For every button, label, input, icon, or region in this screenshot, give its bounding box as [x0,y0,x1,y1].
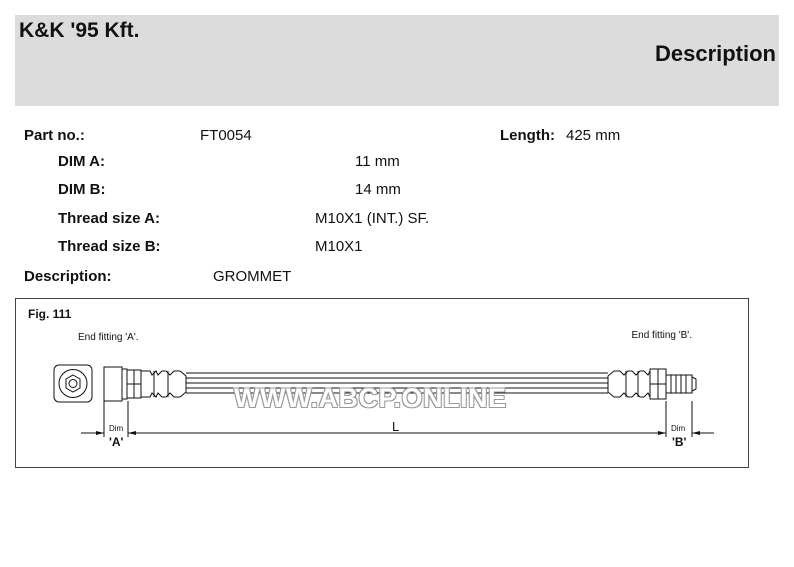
length-symbol: L [392,419,400,434]
dim-b-value: 14 mm [355,181,401,198]
figure-title: Fig. 111 [28,307,72,321]
dim-b-marker: 'B' [672,435,687,449]
dim-a-value: 11 mm [355,153,400,170]
watermark: WWW.ABCP.ONLINE [234,383,507,413]
page-title: Description [654,41,776,66]
fitting-a-end-view [54,365,92,402]
hose-figure [15,298,749,468]
dim-a-small-label: Dim [109,424,124,433]
dim-a-label: DIM A: [58,153,105,170]
thread-a-label: Thread size A: [58,210,160,227]
end-fitting-a-label: End fitting 'A'. [78,332,139,343]
part-no-label: Part no.: [24,127,85,144]
dim-b-label: DIM B: [58,181,106,198]
description-value: GROMMET [213,268,292,285]
thread-b-label: Thread size B: [58,238,161,255]
length-value: 425 mm [566,127,621,144]
fitting-a [104,367,186,401]
thread-b-value: M10X1 [315,238,363,255]
thread-a-value: M10X1 (INT.) SF. [315,210,430,227]
fitting-b [608,369,696,399]
header-bar [15,15,779,106]
end-fitting-b-label: End fitting 'B'. [631,330,692,341]
dim-b-small-label: Dim [671,424,686,433]
part-no-value: FT0054 [200,127,252,144]
description-label: Description: [24,268,112,285]
brand-name: K&K '95 Kft. [19,19,140,42]
dim-a-marker: 'A' [109,435,124,449]
length-label: Length: [500,127,555,144]
